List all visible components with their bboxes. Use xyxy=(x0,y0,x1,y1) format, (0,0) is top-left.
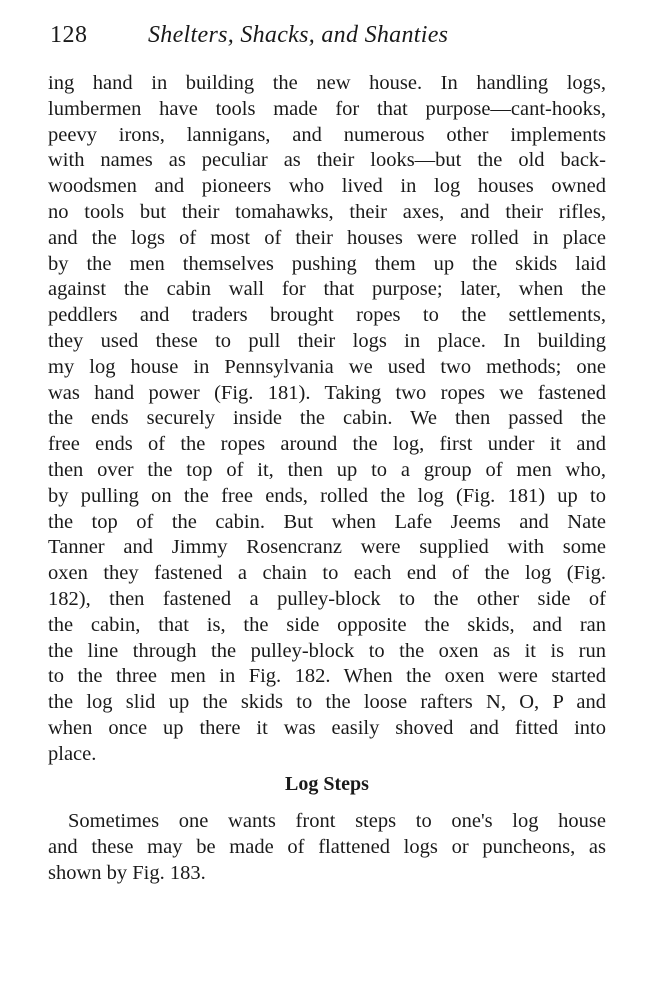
text-line: and these may be made of flattened logs or puncheons, as xyxy=(48,835,606,858)
text-line: peevy irons, lannigans, and numerous other implements xyxy=(48,123,606,146)
text-line: no tools but their tomahawks, their axes, and their rifles, xyxy=(48,200,606,223)
text-line: they used these to pull their logs in place. In building xyxy=(48,329,606,352)
text-line: when once up there it was easily shoved and fitted into xyxy=(48,716,606,739)
text-line: lumbermen have tools made for that purpose—cant-hooks, xyxy=(48,97,606,120)
text-line: my log house in Pennsylvania we used two methods; one xyxy=(48,355,606,378)
text-line: was hand power (Fig. 181). Taking two ropes we fastened xyxy=(48,381,606,404)
text-line: by pulling on the free ends, rolled the log (Fig. 181) up to xyxy=(48,484,606,507)
text-line: the log slid up the skids to the loose rafters N, O, P and xyxy=(48,691,606,714)
text-line: Sometimes one wants front steps to one's log house xyxy=(68,810,606,832)
paragraph-log-steps xyxy=(48,809,606,886)
text-line: by the men themselves pushing them up the skids laid xyxy=(48,252,606,275)
text-line: the top of the cabin. But when Lafe Jeems and Nate xyxy=(48,510,606,533)
text-line: free ends of the ropes around the log, first under it and xyxy=(48,433,606,456)
text-line: against the cabin wall for that purpose; later, when the xyxy=(48,278,606,301)
text-line: then over the top of it, then up to a group of men who, xyxy=(48,458,606,481)
text-line: Tanner and Jimmy Rosencranz were supplied with some xyxy=(48,536,606,559)
text-line: shown by Fig. 183. xyxy=(48,861,206,884)
text-line: with names as peculiar as their looks—but the old back- xyxy=(48,149,606,172)
text-line: place. xyxy=(48,742,97,765)
text-line: and the logs of most of their houses were rolled in place xyxy=(48,226,606,249)
text-line: ing hand in building the new house. In handling logs, xyxy=(48,72,606,94)
section-heading: Log Steps xyxy=(285,773,369,795)
text-line: the line through the pulley-block to the oxen as it is run xyxy=(48,639,606,662)
running-title: Shelters, Shacks, and Shanties xyxy=(148,22,449,48)
text-line: 182), then fastened a pulley-block to the other side of xyxy=(48,587,606,610)
text-line: oxen they fastened a chain to each end of the log (Fig. xyxy=(48,562,606,585)
page-number: 128 xyxy=(50,22,88,48)
text-line: woodsmen and pioneers who lived in log houses owned xyxy=(48,175,606,198)
text-line: the ends securely inside the cabin. We then passed the xyxy=(48,407,606,430)
text-line: to the three men in Fig. 182. When the oxen were started xyxy=(48,665,606,688)
running-head xyxy=(50,18,610,52)
text-line: the cabin, that is, the side opposite the skids, and ran xyxy=(48,613,606,636)
paragraph-log-raising xyxy=(48,71,606,768)
text-line: peddlers and traders brought ropes to the settlements, xyxy=(48,304,606,327)
